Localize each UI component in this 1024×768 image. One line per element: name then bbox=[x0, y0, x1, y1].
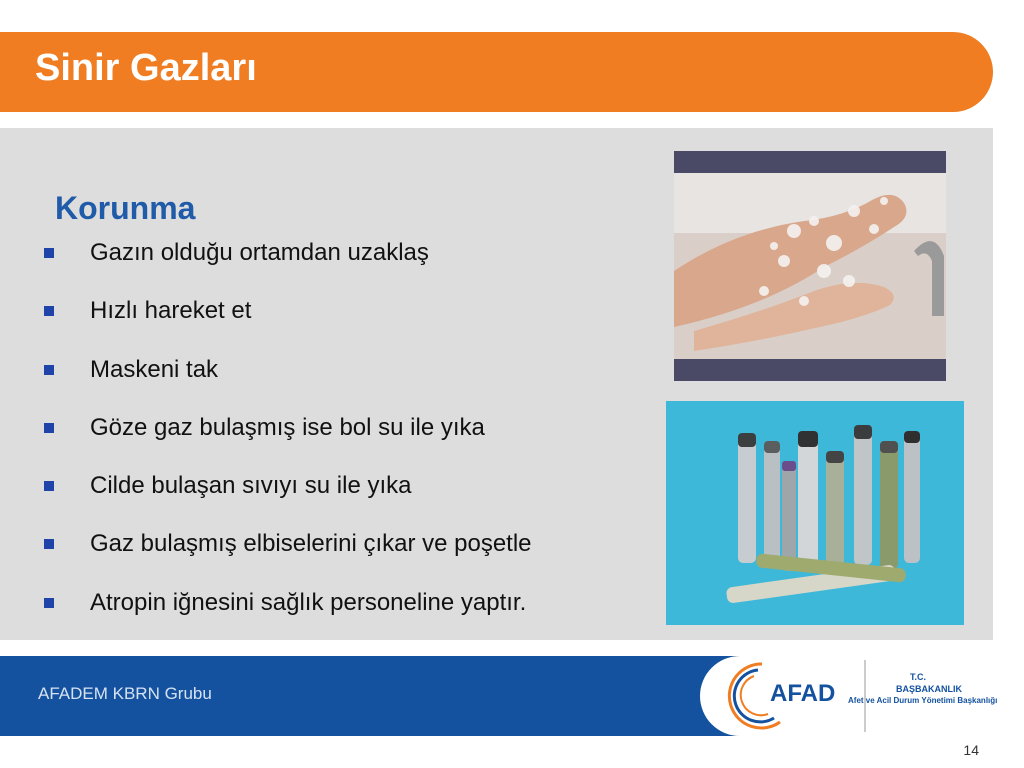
hand-washing-photo bbox=[674, 151, 946, 381]
atropine-autoinjectors-photo bbox=[666, 401, 964, 625]
bullet-square-icon bbox=[44, 481, 54, 491]
bullet-text: Maskeni tak bbox=[90, 355, 219, 383]
footer-bar bbox=[0, 656, 1024, 736]
logo-country-text: T.C. bbox=[910, 672, 927, 682]
slide-title: Sinir Gazları bbox=[35, 47, 257, 89]
bullet-square-icon bbox=[44, 598, 54, 608]
bullet-square-icon bbox=[44, 365, 54, 375]
logo-agency-text: Afet ve Acil Durum Yönetimi Başkanlığı bbox=[848, 696, 998, 705]
bullet-square-icon bbox=[44, 539, 54, 549]
bullet-text: Gaz bulaşmış elbiselerini çıkar ve poşetle bbox=[90, 530, 532, 558]
title-bar bbox=[0, 32, 993, 112]
bullet-square-icon bbox=[44, 423, 54, 433]
footer-group-name: AFADEM KBRN Grubu bbox=[38, 684, 212, 703]
bullet-text: Cilde bulaşan sıvıyı su ile yıka bbox=[90, 472, 412, 500]
afad-logo bbox=[700, 656, 1024, 736]
bullet-square-icon bbox=[44, 306, 54, 316]
bullet-text: Atropin iğnesini sağlık personeline yaptır. bbox=[90, 588, 527, 616]
bullet-text: Hızlı hareket et bbox=[90, 297, 252, 325]
afad-emblem-text: AFAD bbox=[770, 680, 836, 707]
bullet-text: Gazın olduğu ortamdan uzaklaş bbox=[90, 239, 429, 266]
logo-ministry-text: BAŞBAKANLIK bbox=[896, 684, 962, 694]
section-subtitle: Korunma bbox=[55, 190, 196, 226]
bullet-square-icon bbox=[44, 248, 54, 258]
bullet-text: Göze gaz bulaşmış ise bol su ile yıka bbox=[90, 413, 485, 441]
page-number: 14 bbox=[963, 742, 979, 758]
